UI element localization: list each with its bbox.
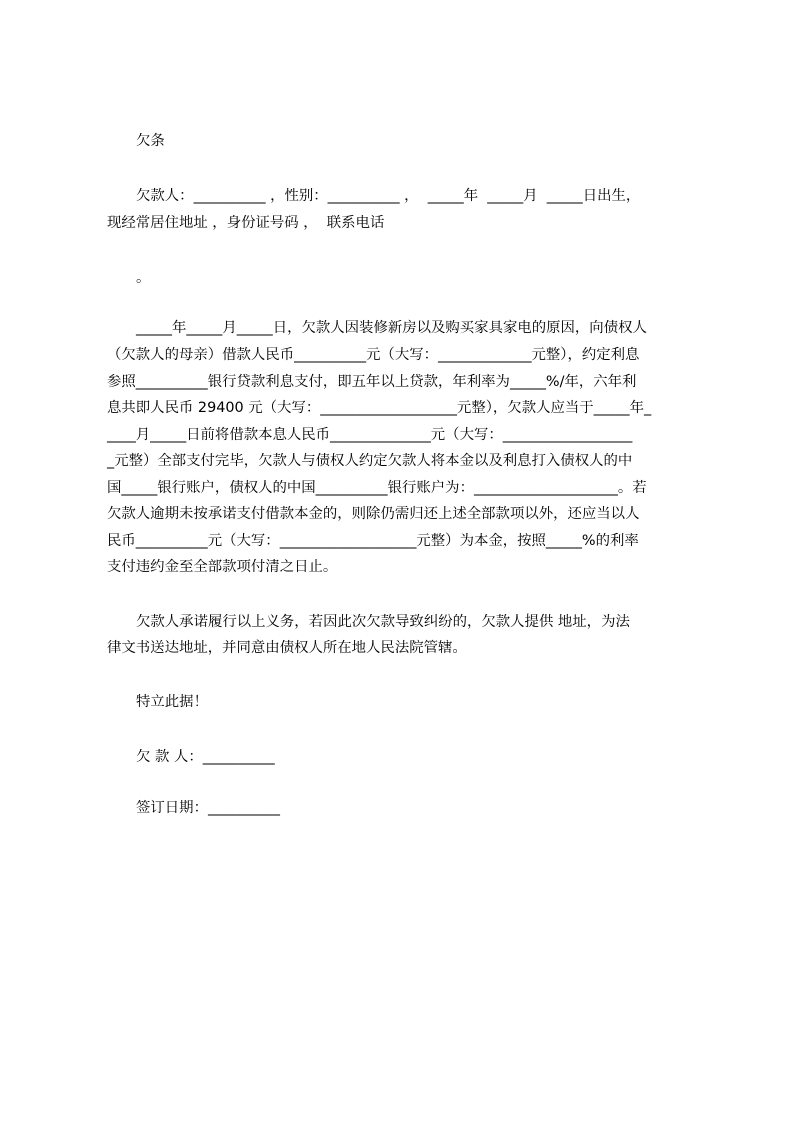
signature-field: 欠 款 人：__________ [136,749,275,765]
loan-terms-line: 息共即人民币 29400 元（大写：___________________元整），欠款人应当于_____年_ [107,400,652,416]
loan-terms-line: 支付违约金至全部款项付清之日止。 [107,559,338,575]
loan-terms-line: _____年_____月_____日，欠款人因装修新房以及购买家具家电的原因，向债权人 [136,320,647,336]
commitment-line: 欠款人承诺履行以上义务，若因此次欠款导致纠纷的，欠款人提供 地址，为法 [136,614,630,630]
commitment-line: 律文书送达地址，并同意由债权人所在地人民法院管辖。 [107,640,467,656]
closing-text: 特立此据！ [136,694,208,710]
loan-terms-line: 欠款人逾期未按承诺支付借款本金的，则除仍需归还上述全部款项以外，还应当以人 [107,506,640,522]
sign-date-field: 签订日期：__________ [136,800,280,816]
debtor-info-line-1: 欠款人：__________ ，性别：__________ ， _____年 _____月 _____日出生， [136,188,641,204]
loan-terms-line: _元整）全部支付完毕，欠款人与债权人约定欠款人将本金以及利息打入债权人的中 [107,453,633,469]
document-title: 欠条 [136,133,165,149]
loan-terms-line: 国_____银行账户，债权人的中国__________银行账户为：____________________。若 [107,480,647,496]
loan-terms-line: ____月_____日前将借款本息人民币______________元（大写：__________________ [107,427,633,443]
loan-terms-line: （欠款人的母亲）借款人民币__________元（大写：_____________元整），约定利息 [107,347,640,363]
loan-terms-line: 参照__________银行贷款利息支付，即五年以上贷款，年利率为_____%/年，六年利 [107,374,637,390]
loan-terms-line: 民币__________元（大写：___________________元整）为本金，按照_____%的利率 [107,533,639,549]
debtor-info-line-3: 。 [136,270,151,286]
debtor-info-line-2: 现经常居住地址 ，身份证号码 ， 联系电话 [107,215,385,231]
